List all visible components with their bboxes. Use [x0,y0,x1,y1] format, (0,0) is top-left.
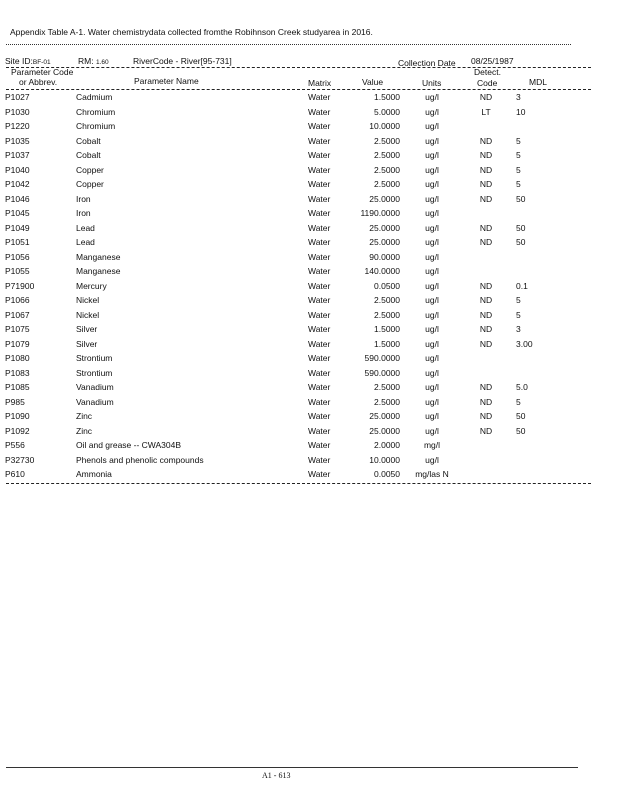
cell-matrix: Water [308,193,331,204]
cell-mdl: 5 [516,309,521,320]
cell-units: ug/l [425,92,439,102]
table-row [0,382,618,396]
cell-value: 10.0000 [369,454,400,465]
cell-mdl: 5 [516,150,521,160]
cell-value: 140.0000 [364,266,400,276]
cell-units: ug/l [425,454,439,465]
cell-code: P1066 [5,295,30,305]
cell-detect: ND [479,411,493,421]
cell-code: P1051 [5,237,30,247]
cell-code: P1042 [5,179,30,189]
cell-value: 5.0000 [374,106,400,117]
cell-value: 0.0500 [374,280,400,291]
rm-label: RM: [78,56,94,66]
cell-name: Mercury [76,280,107,291]
cell-code: P1075 [5,324,30,334]
cell-matrix: Water [308,324,331,334]
cell-value: 2.5000 [374,179,400,189]
cell-units: ug/l [425,208,439,218]
site-id [5,56,51,66]
cell-code: P71900 [5,280,35,291]
cell-value: 2.5000 [374,382,400,392]
cell-name: Zinc [76,425,93,436]
cell-name: Chromium [76,106,116,117]
cell-detect: ND [479,222,493,233]
cell-matrix: Water [308,121,331,131]
col-header-value: Value [362,77,384,87]
cell-detect: ND [479,150,493,160]
cell-value: 25.0000 [369,237,400,247]
cell-mdl: 50 [516,222,526,233]
cell-mdl: 5.0 [516,382,528,392]
cell-mdl: 3 [516,324,521,334]
cell-mdl: 5 [516,135,521,146]
cell-name: Strontium [76,353,113,363]
cell-matrix: Water [308,411,331,421]
cell-matrix: Water [308,92,331,102]
cell-detect: ND [479,92,493,102]
table-row [0,295,618,309]
cell-name: Lead [76,222,95,233]
cell-value: 2.5000 [374,295,400,305]
cell-detect: LT [481,106,491,117]
cell-code: P985 [5,396,25,407]
cell-detect: ND [479,179,493,189]
table-row [0,368,618,382]
cell-value: 2.5000 [374,396,400,407]
col-header-name: Parameter Name [134,76,199,86]
cell-name: Vanadium [76,396,114,407]
table-row [0,136,618,150]
col-header-code-1: Parameter Code [11,67,74,77]
cell-value: 10.0000 [369,121,400,131]
cell-value: 1.5000 [374,92,400,102]
cell-name: Nickel [76,309,100,320]
col-header-detect-1: Detect. [474,67,501,77]
cell-detect: ND [479,164,493,175]
cell-matrix: Water [308,208,331,218]
cell-units: mg/l [423,440,441,450]
cell-name: Copper [76,164,104,175]
table-row [0,339,618,353]
cell-value: 2.5000 [374,150,400,160]
cell-units: ug/l [425,251,439,262]
cell-units: ug/l [425,411,439,421]
cell-code: P1027 [5,92,30,102]
cell-matrix: Water [308,237,331,247]
page-number: A1 - 613 [262,771,291,780]
table-row [0,310,618,324]
table-row [0,237,618,251]
cell-value: 1190.0000 [360,208,400,218]
cell-matrix: Water [308,454,331,465]
table-row [0,194,618,208]
cell-code: P1092 [5,425,30,436]
cell-mdl: 5 [516,164,521,175]
cell-code: P1083 [5,367,30,378]
cell-code: P1056 [5,251,30,262]
table-row [0,252,618,266]
cell-detect: ND [479,280,493,291]
cell-code: P556 [5,440,25,450]
cell-name: Oil and grease -- CWA304B [76,440,182,450]
cell-matrix: Water [308,396,331,407]
table-row [0,469,618,483]
cell-matrix: Water [308,135,331,146]
cell-matrix: Water [308,251,331,262]
cell-matrix: Water [308,367,331,378]
cell-code: P610 [5,469,25,479]
cell-matrix: Water [308,106,331,117]
cell-value: 2.0000 [374,440,400,450]
cell-code: P1085 [5,382,30,392]
cell-code: P1067 [5,309,30,320]
footer-rule [6,767,578,768]
header-top-dashed-line [6,67,591,68]
table-row [0,266,618,280]
cell-mdl: 10 [516,106,526,117]
cell-value: 590.0000 [364,367,400,378]
cell-units: ug/l [425,338,439,349]
col-header-matrix: Matrix [308,78,332,88]
cell-value: 2.5000 [374,309,400,320]
cell-detect: ND [479,382,493,392]
cell-detect: ND [479,324,493,334]
table-row [0,426,618,440]
cell-matrix: Water [308,266,331,276]
cell-mdl: 3 [516,92,521,102]
cell-value: 1.5000 [374,324,400,334]
cell-units: ug/l [425,121,439,131]
cell-matrix: Water [308,425,331,436]
cell-code: P1037 [5,150,30,160]
table-row [0,397,618,411]
col-header-units: Units [422,78,442,88]
site-id-label: Site ID: [5,56,33,66]
cell-units: ug/l [425,222,439,233]
col-header-detect-2: Code [477,78,498,88]
cell-units: ug/l [425,280,439,291]
cell-matrix: Water [308,469,331,479]
cell-value: 2.5000 [374,164,400,175]
cell-matrix: Water [308,280,331,291]
cell-code: P1079 [5,338,30,349]
cell-units: ug/l [425,150,439,160]
collection-date-value: 08/25/1987 [471,56,514,66]
cell-units: ug/l [425,295,439,305]
cell-name: Manganese [76,266,121,276]
cell-name: Phenols and phenolic compounds [76,454,204,465]
table-row [0,179,618,193]
cell-code: P1080 [5,353,30,363]
table-end-dashed-line [6,483,591,484]
cell-detect: ND [479,135,493,146]
rm-value: 1.60 [95,59,109,66]
cell-detect: ND [479,396,493,407]
cell-value: 90.0000 [369,251,400,262]
cell-mdl: 3.00 [516,338,533,349]
cell-name: Nickel [76,295,100,305]
cell-matrix: Water [308,338,331,349]
cell-matrix: Water [308,440,331,450]
cell-value: 1.5000 [374,338,400,349]
site-id-value: BF-01 [32,59,51,66]
cell-units: mg/las N [415,469,449,479]
cell-units: ug/l [425,309,439,320]
cell-matrix: Water [308,150,331,160]
cell-name: Ammonia [76,469,112,479]
cell-name: Manganese [76,251,121,262]
cell-name: Cobalt [76,135,101,146]
cell-matrix: Water [308,164,331,175]
cell-code: P1040 [5,164,30,175]
cell-name: Cadmium [76,92,113,102]
cell-code: P1045 [5,208,30,218]
cell-value: 2.5000 [374,135,400,146]
cell-units: ug/l [425,425,439,436]
cell-units: ug/l [425,396,439,407]
cell-name: Copper [76,179,104,189]
cell-value: 25.0000 [369,193,400,204]
page-title: Appendix Table A-1. Water chemistrydata collected fromthe Robihnson Creek studyarea in 2016. [10,27,373,37]
cell-mdl: 5 [516,179,521,189]
cell-matrix: Water [308,222,331,233]
table-row [0,92,618,106]
cell-code: P1090 [5,411,30,421]
cell-mdl: 50 [516,411,526,421]
table-row [0,208,618,222]
cell-units: ug/l [425,106,439,117]
table-row [0,150,618,164]
cell-units: ug/l [425,266,439,276]
cell-code: P1049 [5,222,30,233]
cell-units: ug/l [425,135,439,146]
cell-units: ug/l [425,382,439,392]
cell-mdl: 0.1 [516,280,528,291]
cell-matrix: Water [308,353,331,363]
cell-name: Vanadium [76,382,114,392]
table-row [0,107,618,121]
cell-detect: ND [479,237,493,247]
cell-detect: ND [479,338,493,349]
cell-detect: ND [479,425,493,436]
cell-units: ug/l [425,353,439,363]
cell-units: ug/l [425,237,439,247]
cell-mdl: 5 [516,295,521,305]
collection-date-label: Collection Date [398,58,456,68]
cell-code: P1046 [5,193,30,204]
cell-mdl: 50 [516,193,526,204]
cell-detect: ND [479,193,493,204]
col-header-code-2: or Abbrev. [19,77,58,87]
cell-units: ug/l [425,193,439,204]
table-row [0,281,618,295]
cell-value: 25.0000 [369,425,400,436]
table-row [0,353,618,367]
cell-code: P1055 [5,266,30,276]
cell-matrix: Water [308,382,331,392]
cell-value: 25.0000 [369,222,400,233]
cell-code: P1030 [5,106,30,117]
cell-name: Lead [76,237,95,247]
cell-detect: ND [479,309,493,320]
cell-matrix: Water [308,309,331,320]
cell-name: Iron [76,208,91,218]
cell-name: Strontium [76,367,113,378]
title-divider [6,44,571,45]
table-row [0,455,618,469]
cell-name: Iron [76,193,91,204]
cell-name: Chromium [76,121,116,131]
cell-matrix: Water [308,179,331,189]
cell-code: P32730 [5,454,35,465]
table-row [0,324,618,338]
table-row [0,165,618,179]
table-row [0,411,618,425]
header-bottom-dashed-line [6,89,591,90]
cell-name: Cobalt [76,150,101,160]
cell-mdl: 50 [516,237,526,247]
cell-value: 25.0000 [369,411,400,421]
cell-matrix: Water [308,295,331,305]
cell-code: P1035 [5,135,30,146]
col-header-mdl: MDL [529,77,547,87]
cell-units: ug/l [425,367,439,378]
table-row [0,440,618,454]
cell-name: Zinc [76,411,93,421]
cell-name: Silver [76,324,98,334]
cell-value: 0.0050 [374,469,400,479]
cell-units: ug/l [425,324,439,334]
cell-value: 590.0000 [364,353,400,363]
cell-units: ug/l [425,164,439,175]
cell-name: Silver [76,338,98,349]
cell-detect: ND [479,295,493,305]
table-row [0,121,618,135]
table-row [0,223,618,237]
cell-code: P1220 [5,121,30,131]
cell-mdl: 50 [516,425,526,436]
river-code: RiverCode - River[95-731] [133,56,232,66]
cell-units: ug/l [425,179,439,189]
river-mile [78,56,109,66]
cell-mdl: 5 [516,396,521,407]
